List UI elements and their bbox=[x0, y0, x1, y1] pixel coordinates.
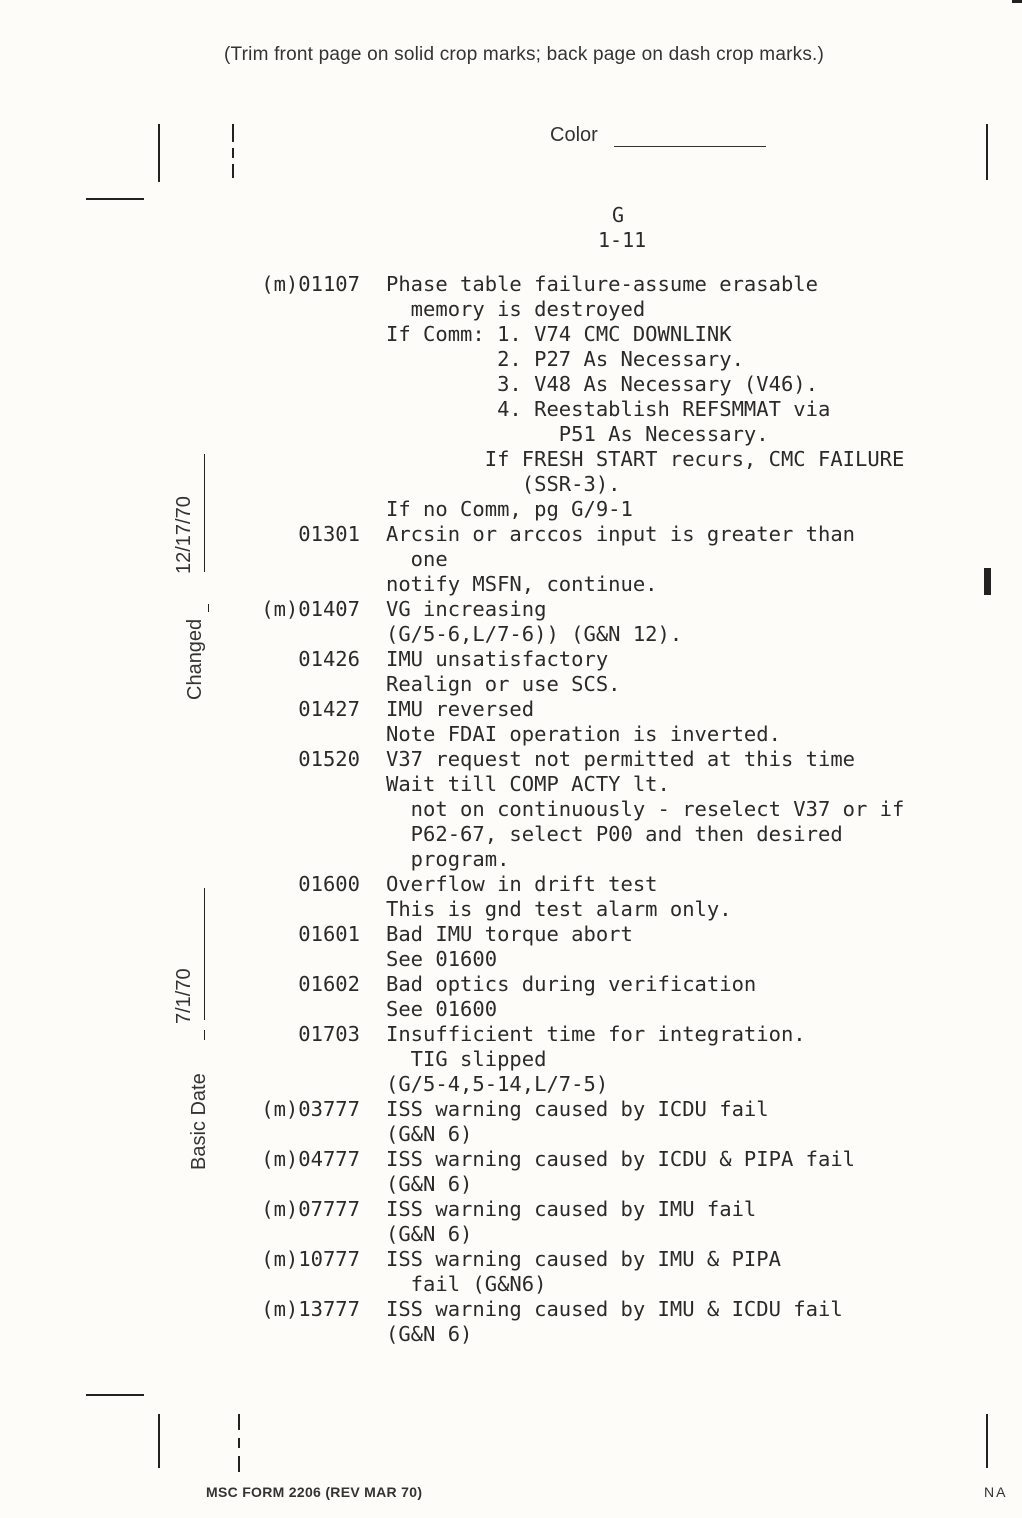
crop-mark-bottom-right-solid bbox=[986, 1414, 988, 1468]
crop-mark-top-left-dash-3 bbox=[232, 164, 234, 178]
page-number: 1-11 bbox=[598, 228, 647, 252]
desc-line: (G/5-6,L/7-6)) (G&N 12). bbox=[386, 622, 683, 646]
alarm-description bbox=[386, 922, 633, 972]
alarm-description bbox=[386, 647, 621, 697]
alarm-code: 01703 bbox=[298, 1022, 360, 1046]
crop-mark-top-left-dash-1 bbox=[232, 124, 234, 142]
changed-label: Changed bbox=[184, 618, 206, 700]
desc-line: If no Comm, pg G/9-1 bbox=[386, 497, 633, 521]
desc-line: Phase table failure-assume erasable bbox=[386, 272, 818, 296]
desc-line: Arcsin or arccos input is greater than bbox=[386, 522, 855, 546]
changed-date-line bbox=[208, 604, 209, 612]
trim-instructions: (Trim front page on solid crop marks; back page on dash crop marks.) bbox=[224, 44, 825, 65]
desc-line: (SSR-3). bbox=[386, 472, 621, 496]
basic-date-label: Basic Date bbox=[188, 1073, 210, 1170]
desc-line: If Comm: 1. V74 CMC DOWNLINK bbox=[386, 322, 732, 346]
desc-line: notify MSFN, continue. bbox=[386, 572, 658, 596]
desc-line: (G&N 6) bbox=[386, 1122, 473, 1146]
desc-line: VG increasing bbox=[386, 597, 547, 621]
crop-mark-top-left-dash-2 bbox=[232, 148, 234, 158]
desc-line: V37 request not permitted at this time bbox=[386, 747, 855, 771]
desc-line: Bad optics during verification bbox=[386, 972, 757, 996]
desc-line: program. bbox=[386, 847, 510, 871]
crop-mark-bottom-left-horizontal bbox=[86, 1394, 144, 1396]
basic-date: 7/1/70 bbox=[173, 968, 195, 1024]
desc-line: See 01600 bbox=[386, 947, 498, 971]
alarm-description bbox=[386, 597, 682, 647]
alarm-code: (m)01407 bbox=[261, 597, 360, 621]
desc-line: ISS warning caused by ICDU & PIPA fail bbox=[386, 1147, 855, 1171]
desc-line: memory is destroyed bbox=[386, 297, 646, 321]
alarm-description bbox=[386, 1097, 769, 1147]
desc-line: 3. V48 As Necessary (V46). bbox=[386, 372, 818, 396]
alarm-description bbox=[386, 1022, 806, 1097]
changed-date: 12/17/70 bbox=[173, 496, 195, 574]
desc-line: fail (G&N6) bbox=[386, 1272, 547, 1296]
desc-line: Note FDAI operation is inverted. bbox=[386, 722, 781, 746]
alarm-description bbox=[386, 1197, 756, 1247]
desc-line: 2. P27 As Necessary. bbox=[386, 347, 744, 371]
alarm-code: (m)03777 bbox=[261, 1097, 360, 1121]
crop-mark-top-right-solid bbox=[986, 124, 988, 180]
alarm-code: 01426 bbox=[298, 647, 360, 671]
changed-date-line-upper bbox=[204, 454, 205, 572]
desc-line: (G&N 6) bbox=[386, 1172, 473, 1196]
desc-line: 4. Reestablish REFSMMAT via bbox=[386, 397, 831, 421]
crop-mark-top-left-horizontal bbox=[86, 198, 144, 200]
color-fill-line bbox=[614, 146, 766, 147]
desc-line: IMU reversed bbox=[386, 697, 535, 721]
desc-line: See 01600 bbox=[386, 997, 498, 1021]
alarm-code: 01601 bbox=[298, 922, 360, 946]
alarm-description bbox=[386, 872, 732, 922]
alarm-description bbox=[386, 522, 855, 597]
crop-mark-bottom-left-dash-3 bbox=[238, 1456, 240, 1472]
desc-line: (G&N 6) bbox=[386, 1322, 473, 1346]
desc-line: Wait till COMP ACTY lt. bbox=[386, 772, 670, 796]
crop-mark-bottom-left-solid bbox=[158, 1414, 160, 1468]
crop-mark-bottom-left-dash-1 bbox=[238, 1414, 240, 1430]
alarm-description bbox=[386, 697, 781, 747]
desc-line: not on continuously - reselect V37 or if bbox=[386, 797, 905, 821]
alarm-description bbox=[386, 272, 904, 522]
desc-line: This is gnd test alarm only. bbox=[386, 897, 732, 921]
basic-date-line-lower bbox=[204, 1030, 205, 1040]
desc-line: TIG slipped bbox=[386, 1047, 547, 1071]
desc-line: P62-67, select P00 and then desired bbox=[386, 822, 843, 846]
desc-line: ISS warning caused by IMU fail bbox=[386, 1197, 757, 1221]
section-letter: G bbox=[612, 203, 625, 227]
alarm-description bbox=[386, 1247, 781, 1297]
desc-line: one bbox=[386, 547, 448, 571]
desc-line: (G/5-4,5-14,L/7-5) bbox=[386, 1072, 609, 1096]
desc-line: Bad IMU torque abort bbox=[386, 922, 633, 946]
basic-date-line-upper bbox=[204, 888, 205, 1020]
alarm-code: (m)01107 bbox=[261, 272, 360, 296]
desc-line: ISS warning caused by IMU & PIPA bbox=[386, 1247, 781, 1271]
alarm-code: 01602 bbox=[298, 972, 360, 996]
desc-line: ISS warning caused by IMU & ICDU fail bbox=[386, 1297, 843, 1321]
desc-line: ISS warning caused by ICDU fail bbox=[386, 1097, 769, 1121]
alarm-description bbox=[386, 747, 904, 872]
alarm-description bbox=[386, 1297, 843, 1347]
alarm-code: 01301 bbox=[298, 522, 360, 546]
desc-line: Realign or use SCS. bbox=[386, 672, 621, 696]
alarm-description bbox=[386, 1147, 855, 1197]
alarm-code: 01520 bbox=[298, 747, 360, 771]
form-id: MSC FORM 2206 (REV MAR 70) bbox=[206, 1484, 423, 1500]
alarm-code: 01600 bbox=[298, 872, 360, 896]
form-suffix: NA bbox=[984, 1484, 1008, 1500]
desc-line: Overflow in drift test bbox=[386, 872, 658, 896]
alarm-code: (m)07777 bbox=[261, 1197, 360, 1221]
crop-mark-top-left-solid bbox=[158, 124, 160, 182]
desc-line: If FRESH START recurs, CMC FAILURE bbox=[386, 447, 905, 471]
desc-line: P51 As Necessary. bbox=[386, 422, 769, 446]
revision-change-bar bbox=[984, 568, 991, 595]
alarm-code: (m)13777 bbox=[261, 1297, 360, 1321]
alarm-code: 01427 bbox=[298, 697, 360, 721]
alarm-description bbox=[386, 972, 756, 1022]
alarm-code: (m)04777 bbox=[261, 1147, 360, 1171]
crop-mark-bottom-left-dash-2 bbox=[238, 1438, 240, 1448]
color-label: Color bbox=[550, 124, 598, 146]
alarm-code: (m)10777 bbox=[261, 1247, 360, 1271]
desc-line: Insufficient time for integration. bbox=[386, 1022, 806, 1046]
crop-mark-top-right-corner bbox=[1012, 0, 1022, 3]
desc-line: IMU unsatisfactory bbox=[386, 647, 609, 671]
desc-line: (G&N 6) bbox=[386, 1222, 473, 1246]
